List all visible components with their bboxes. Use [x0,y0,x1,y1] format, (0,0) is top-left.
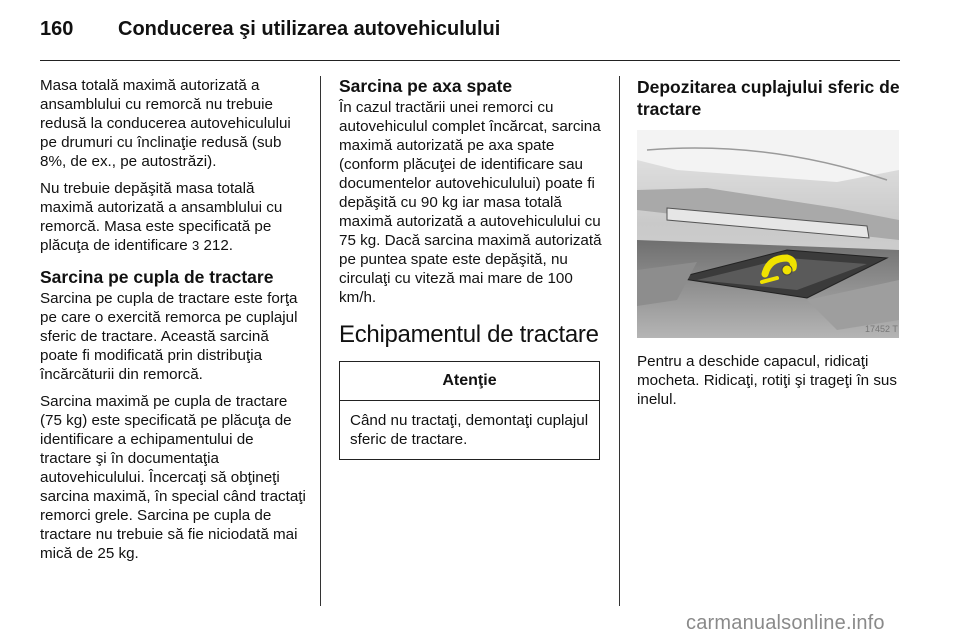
warning-title: Atenţie [340,362,599,401]
heading-rear-axle-load: Sarcina pe axa spate [339,76,513,96]
heading-towing-equipment: Echipamentul de tractare [339,321,599,348]
paragraph-rear-axle-load: În cazul tractării unei remorci cu autovehiculul complet încărcat, sarcina maximă autorizată pe axa spate (conform plăcuţei de identificare sau documentelor autovehiculului) poate fi depăşită cu 90 kg iar masa totală maximă autorizată a autovehiculului cu 75 kg. Dacă sarcina maximă autorizată pe puntea spate este depăşită, nu circulaţi cu viteză mai mare de 100 km/h. [339,99,602,306]
column-middle [339,76,607,460]
page-header [40,14,900,60]
page-title: Conducerea şi utilizarea autovehiculului [118,18,501,40]
paragraph-total-mass-text: Nu trebuie depăşită masa totală maximă autorizată a ansamblului cu remorcă. Masa este specificată pe plăcuţa de identificare [40,180,283,254]
watermark: carmanualsonline.info [686,612,885,634]
figure-code: 17452 T [865,324,898,334]
column-divider-left [320,76,321,606]
warning-text: Când nu tractaţi, demontaţi cuplajul sferic de tractare. [350,412,589,448]
warning-box [339,361,600,460]
header-rule [40,60,900,61]
page-reference-number[interactable]: 212. [199,237,233,254]
page-number: 160 [40,18,74,40]
column-left [40,76,308,571]
trunk-storage-illustration [637,130,899,338]
column-divider-right [619,76,620,606]
heading-ball-coupling-storage: Depozitarea cuplajului sferic de tractare [637,77,900,119]
paragraph-max-coupling-load: Sarcina maximă pe cupla de tractare (75 kg) este specificată pe plăcuţa de identificare a echipamentului de tractare şi în documentaţia autovehiculului. Încercaţi să obţineţi sarcina maximă, în special când tractaţi remorci grele. Sarcina pe cupla de tractare nu trebuie să fie niciodată mai mică de 25 kg. [40,393,306,562]
paragraph-max-mass: Masa totală maximă autorizată a ansamblului cu remorcă nu trebuie redusă la conducerea autovehiculului pe drumuri cu înclinaţie redusă (sub 8%, de ex., pe autostrăzi). [40,77,291,170]
heading-coupling-load: Sarcina pe cupla de tractare [40,267,274,287]
paragraph-open-cover: Pentru a deschide capacul, ridicaţi mocheta. Ridicaţi, rotiţi şi trageţi în sus inelul. [637,353,897,408]
column-right [637,76,903,417]
pull-ring-pivot [782,265,792,275]
paragraph-total-mass [40,179,308,255]
paragraph-coupling-load: Sarcina pe cupla de tractare este forţa pe care o exercită remorca pe cuplajul sferic de tractare. Această sarcină poate fi modificată prin distribuţia încărcăturii din remorcă. [40,290,298,383]
page-reference-icon: 3 [191,238,200,253]
